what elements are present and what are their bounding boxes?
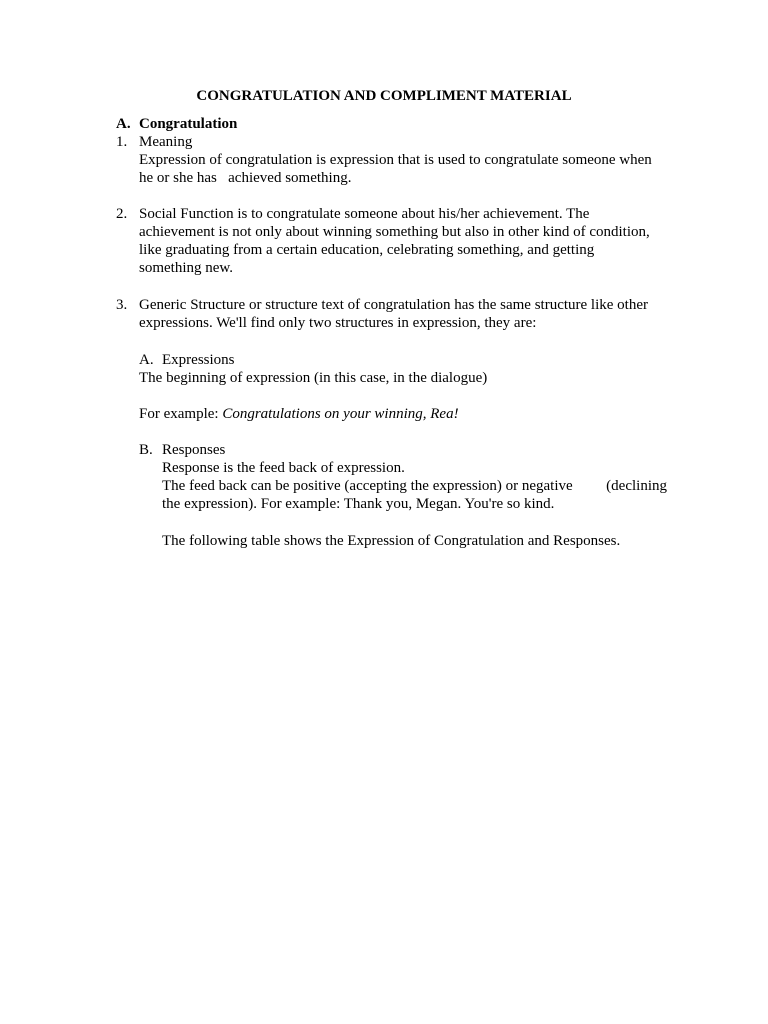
- item1-text-line: he or she has achieved something.: [139, 170, 352, 186]
- item1-text-line: Expression of congratulation is expression that is used to congratulate someone when: [139, 152, 652, 168]
- section-a-heading: Congratulation: [139, 116, 238, 132]
- document-title: CONGRATULATION AND COMPLIMENT MATERIAL: [196, 88, 572, 104]
- item3-marker: 3.: [116, 297, 128, 313]
- sub-b-text-line: the expression). For example: Thank you, Megan. You're so kind.: [162, 496, 555, 512]
- item2-text-line: achievement is not only about winning something but also in other kind of condition,: [139, 224, 650, 240]
- sub-b-text-line: The following table shows the Expression of Congratulation and Responses.: [162, 533, 621, 549]
- sub-a-marker: A.: [139, 352, 154, 368]
- section-a-marker: A.: [116, 116, 131, 132]
- sub-b-line2-left: The feed back can be positive (accepting the expression) or negative: [162, 478, 573, 494]
- item2-marker: 2.: [116, 206, 128, 222]
- sub-a-example: [139, 405, 459, 423]
- sub-a-label: Expressions: [162, 352, 235, 368]
- item1-label: Meaning: [139, 134, 193, 150]
- example-prefix: For example:: [139, 406, 223, 422]
- sub-b-text-line: Response is the feed back of expression.: [162, 460, 405, 476]
- item3-text-line: expressions. We'll find only two structures in expression, they are:: [139, 315, 537, 331]
- sub-b-text-line: [162, 477, 667, 495]
- item1-marker: 1.: [116, 134, 128, 150]
- item3-text-line: Generic Structure or structure text of congratulation has the same structure like other: [139, 297, 648, 313]
- sub-a-text-line: The beginning of expression (in this case, in the dialogue): [139, 370, 488, 386]
- sub-b-marker: B.: [139, 442, 153, 458]
- item2-text-line: something new.: [139, 260, 234, 276]
- sub-b-label: Responses: [162, 442, 226, 458]
- sub-b-line2-right: (declining: [606, 478, 667, 494]
- item2-text-line: like graduating from a certain education, celebrating something, and getting: [139, 242, 595, 258]
- example-text: Congratulations on your winning, Rea!: [222, 406, 459, 422]
- item2-text-line: Social Function is to congratulate someone about his/her achievement. The: [139, 206, 590, 222]
